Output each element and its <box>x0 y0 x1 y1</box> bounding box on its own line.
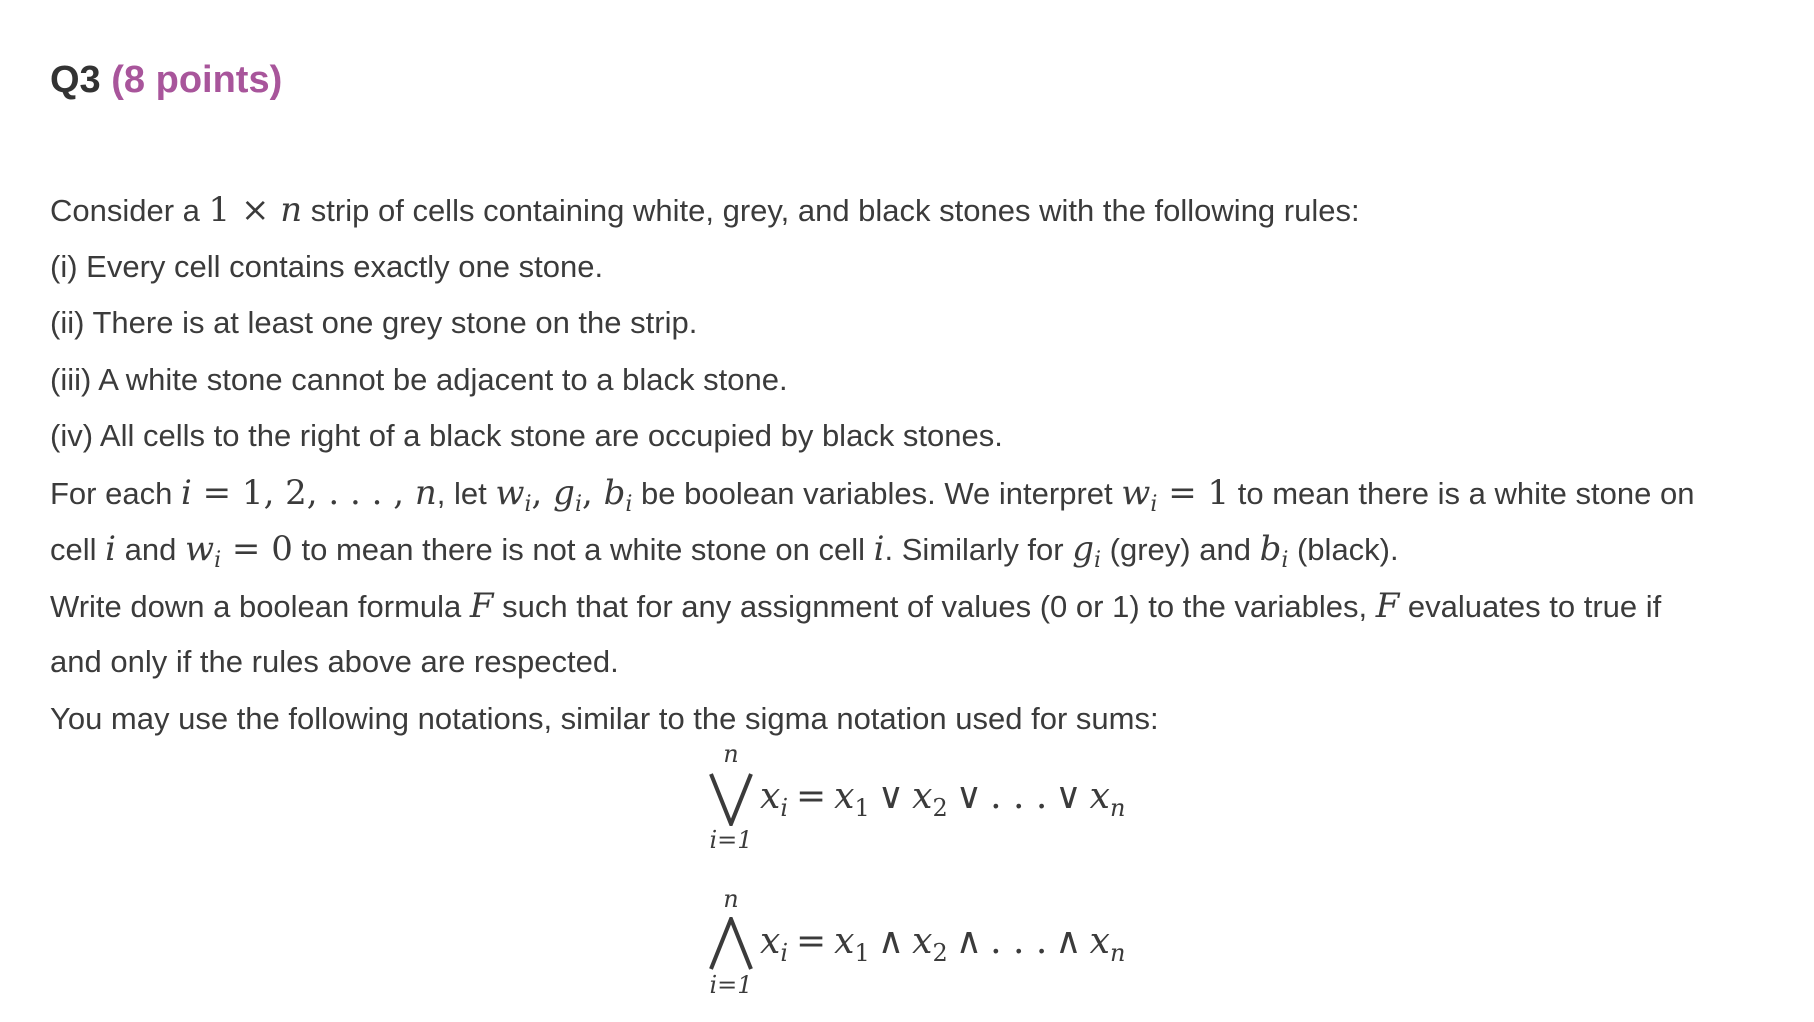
task-line-1 <box>50 578 1770 635</box>
text-fragment: Consider a <box>50 193 209 228</box>
text-fragment: Write down a boolean formula <box>50 588 470 624</box>
text-fragment: to mean there is not a white stone on cell <box>292 532 874 567</box>
math-equals-one: = 1 <box>1157 472 1230 513</box>
big-and-expansion <box>760 920 1126 967</box>
variables-line-1 <box>50 465 1770 522</box>
math-g: g <box>553 472 575 513</box>
subscript: 2 <box>932 794 948 822</box>
math-one: 1 <box>208 190 231 230</box>
subscript: i <box>780 794 788 822</box>
equals-sign: = <box>796 921 827 962</box>
or-symbol: ∨ <box>955 776 983 817</box>
and-symbol: ∧ <box>955 921 983 962</box>
math-subscript: i <box>1094 548 1102 573</box>
math-w: w <box>1121 472 1151 513</box>
text-fragment: For each <box>50 475 181 511</box>
big-and-icon <box>709 917 753 971</box>
var-x: x <box>760 776 781 817</box>
ellipsis: . . . <box>990 776 1048 817</box>
math-subscript: i <box>214 548 222 573</box>
big-or-operator <box>706 742 756 852</box>
question-page <box>50 50 1770 747</box>
upper-limit: n <box>723 740 739 768</box>
var-x: x <box>1089 776 1110 817</box>
rule-3: (iii) A white stone cannot be adjacent to a black stone. <box>50 361 788 397</box>
math-i: i <box>873 529 885 569</box>
math-subscript: i <box>1150 491 1158 517</box>
subscript: 1 <box>854 939 870 967</box>
notation-intro: You may use the following notations, similar to the sigma notation used for sums: <box>50 700 1159 736</box>
rule-4: (iv) All cells to the right of a black stone are occupied by black stones. <box>50 418 1003 453</box>
question-points: (8 points) <box>111 59 283 101</box>
text-fragment: (grey) and <box>1101 532 1260 567</box>
big-or-icon <box>709 772 753 826</box>
math-F: F <box>1375 585 1400 626</box>
text-fragment: to mean there is a white stone on <box>1229 475 1695 511</box>
rule-2: (ii) There is at least one grey stone on the strip. <box>50 305 698 340</box>
math-i: i <box>180 472 192 513</box>
ellipsis: . . . <box>990 921 1048 962</box>
subscript: n <box>1109 939 1126 967</box>
question-heading <box>50 50 1770 110</box>
question-label: Q3 <box>50 59 101 101</box>
math-subscript: i <box>625 491 633 517</box>
math-i: i <box>105 529 117 569</box>
var-x: x <box>834 921 855 962</box>
intro-line <box>50 182 1770 239</box>
text-fragment: and <box>116 532 185 567</box>
subscript: 2 <box>932 939 948 967</box>
big-and-formula <box>706 887 1166 997</box>
text-fragment: evaluates to true if <box>1399 588 1662 624</box>
equals-sign: = <box>796 776 827 817</box>
math-subscript: i <box>574 491 582 517</box>
text-fragment: (black). <box>1288 532 1399 567</box>
math-times: × <box>230 190 281 230</box>
math-b: b <box>603 472 626 513</box>
math-w: w <box>184 529 215 569</box>
rule-1: (i) Every cell contains exactly one stone. <box>50 248 604 284</box>
text-fragment: , let <box>436 475 496 511</box>
var-x: x <box>760 921 781 962</box>
subscript: n <box>1109 794 1126 822</box>
text-fragment: strip of cells containing white, grey, and black stones with the following rules: <box>302 193 1360 228</box>
or-symbol: ∨ <box>1055 776 1082 817</box>
var-x: x <box>834 776 855 817</box>
text-fragment: cell <box>50 532 106 567</box>
math-comma: , <box>531 472 554 513</box>
lower-limit: i=1 <box>709 971 753 999</box>
math-subscript: i <box>1281 548 1289 573</box>
variables-line-2 <box>50 521 1770 578</box>
big-or-expansion <box>760 775 1126 822</box>
math-comma: , <box>581 472 604 513</box>
or-symbol: ∨ <box>877 776 905 817</box>
math-n: n <box>280 190 303 230</box>
math-equals-zero: = 0 <box>221 529 293 569</box>
math-b: b <box>1259 529 1282 569</box>
math-F: F <box>469 585 494 626</box>
math-range: = 1, 2, . . . , <box>191 472 415 513</box>
text-fragment: . Similarly for <box>884 532 1073 567</box>
task-line-2: and only if the rules above are respected. <box>50 644 619 679</box>
subscript: 1 <box>854 794 870 822</box>
and-symbol: ∧ <box>877 921 905 962</box>
var-x: x <box>1089 921 1110 962</box>
big-and-operator <box>706 887 756 997</box>
question-body <box>50 182 1770 747</box>
text-fragment: be boolean variables. We interpret <box>632 475 1122 511</box>
and-symbol: ∧ <box>1055 921 1082 962</box>
lower-limit: i=1 <box>709 826 753 854</box>
big-or-formula <box>706 742 1166 852</box>
math-g: g <box>1072 529 1094 569</box>
math-n: n <box>414 472 437 513</box>
upper-limit: n <box>723 885 739 913</box>
math-w: w <box>495 472 525 513</box>
math-subscript: i <box>524 491 532 517</box>
var-x: x <box>912 921 933 962</box>
var-x: x <box>912 776 933 817</box>
subscript: i <box>780 939 788 967</box>
text-fragment: such that for any assignment of values (0 or 1) to the variables, <box>493 588 1376 624</box>
